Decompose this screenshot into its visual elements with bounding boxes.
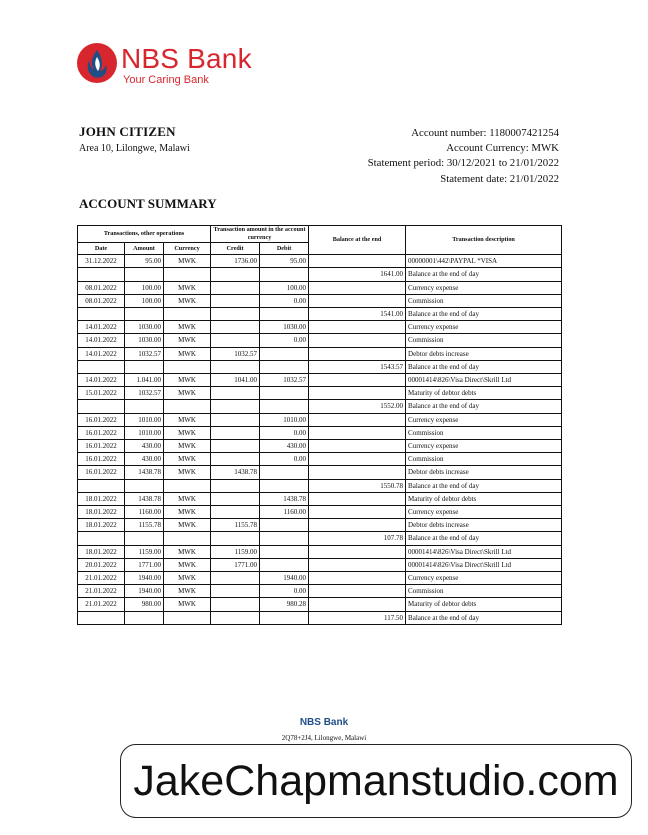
cell-debit — [260, 519, 309, 532]
cell-description: Currency expense — [406, 413, 562, 426]
cell-amount — [125, 360, 164, 373]
cell-amount: 1010.00 — [125, 426, 164, 439]
cell-date — [78, 308, 125, 321]
cell-description: Maturity of debtor debts — [406, 492, 562, 505]
cell-debit: 0.00 — [260, 453, 309, 466]
transactions-body — [78, 255, 562, 625]
account-currency: Account Currency: MWK — [446, 142, 559, 155]
cell-amount — [125, 532, 164, 545]
table-row — [78, 400, 562, 413]
cell-description: Currency expense — [406, 506, 562, 519]
cell-date: 16.01.2022 — [78, 440, 125, 453]
cell-date: 16.01.2022 — [78, 413, 125, 426]
table-row — [78, 268, 562, 281]
cell-balance: 1541.00 — [309, 308, 406, 321]
cell-debit: 1438.78 — [260, 492, 309, 505]
cell-debit — [260, 360, 309, 373]
bank-name: NBS Bank — [121, 43, 252, 74]
cell-date: 15.01.2022 — [78, 387, 125, 400]
table-row — [78, 519, 562, 532]
cell-amount: 1030.00 — [125, 321, 164, 334]
cell-amount: 1030.00 — [125, 334, 164, 347]
cell-debit — [260, 558, 309, 571]
cell-amount: 100.00 — [125, 281, 164, 294]
cell-description: Balance at the end of day — [406, 611, 562, 624]
cell-balance — [309, 572, 406, 585]
table-row — [78, 360, 562, 373]
cell-date: 14.01.2022 — [78, 321, 125, 334]
cell-debit: 0.00 — [260, 334, 309, 347]
cell-balance: 1552.00 — [309, 400, 406, 413]
cell-currency: MWK — [164, 426, 211, 439]
table-row — [78, 255, 562, 268]
cell-balance — [309, 519, 406, 532]
cell-description: Currency expense — [406, 321, 562, 334]
cell-amount: 1160.00 — [125, 506, 164, 519]
cell-credit — [211, 400, 260, 413]
cell-currency: MWK — [164, 440, 211, 453]
cell-date: 18.01.2022 — [78, 545, 125, 558]
cell-balance — [309, 413, 406, 426]
cell-date — [78, 360, 125, 373]
cell-debit — [260, 387, 309, 400]
cell-amount — [125, 268, 164, 281]
header-group-amount: Transaction amount in the account currency — [211, 226, 309, 243]
cell-amount: 1155.78 — [125, 519, 164, 532]
table-row — [78, 374, 562, 387]
cell-date: 16.01.2022 — [78, 453, 125, 466]
cell-currency: MWK — [164, 281, 211, 294]
cell-date: 20.01.2022 — [78, 558, 125, 571]
table-row — [78, 294, 562, 307]
cell-balance — [309, 374, 406, 387]
cell-currency: MWK — [164, 585, 211, 598]
cell-date — [78, 532, 125, 545]
cell-amount: 1771.00 — [125, 558, 164, 571]
cell-credit — [211, 360, 260, 373]
cell-debit — [260, 466, 309, 479]
cell-amount: 1159.00 — [125, 545, 164, 558]
cell-description: Commission — [406, 453, 562, 466]
cell-credit — [211, 598, 260, 611]
table-row — [78, 532, 562, 545]
cell-credit: 1159.00 — [211, 545, 260, 558]
cell-date: 18.01.2022 — [78, 506, 125, 519]
cell-balance — [309, 545, 406, 558]
cell-date — [78, 268, 125, 281]
cell-amount: 1032.57 — [125, 347, 164, 360]
cell-amount: 980.00 — [125, 598, 164, 611]
cell-description: Balance at the end of day — [406, 400, 562, 413]
header-debit: Debit — [260, 243, 309, 255]
cell-description: Debtor debts increase — [406, 347, 562, 360]
table-row — [78, 466, 562, 479]
cell-description: Balance at the end of day — [406, 360, 562, 373]
cell-description: Commission — [406, 334, 562, 347]
cell-description: 00001414\826\Visa Direct\Skrill Ltd — [406, 545, 562, 558]
cell-amount: 1438.78 — [125, 492, 164, 505]
account-holder — [79, 124, 190, 154]
cell-balance: 1550.78 — [309, 479, 406, 492]
cell-debit: 1160.00 — [260, 506, 309, 519]
table-row — [78, 479, 562, 492]
cell-currency — [164, 400, 211, 413]
table-row — [78, 572, 562, 585]
footer-bank-name: NBS Bank — [299, 717, 349, 728]
cell-credit — [211, 440, 260, 453]
table-row — [78, 506, 562, 519]
cell-balance — [309, 426, 406, 439]
cell-amount: 1032.57 — [125, 387, 164, 400]
cell-balance — [309, 294, 406, 307]
cell-currency — [164, 611, 211, 624]
cell-description: Currency expense — [406, 572, 562, 585]
cell-date: 18.01.2022 — [78, 519, 125, 532]
cell-credit — [211, 453, 260, 466]
cell-debit: 1010.00 — [260, 413, 309, 426]
cell-currency: MWK — [164, 321, 211, 334]
watermark-banner — [120, 744, 632, 818]
cell-balance — [309, 558, 406, 571]
header-currency: Currency — [164, 243, 211, 255]
cell-date — [78, 479, 125, 492]
cell-date: 14.01.2022 — [78, 347, 125, 360]
cell-debit: 1940.00 — [260, 572, 309, 585]
cell-description: Currency expense — [406, 440, 562, 453]
cell-credit — [211, 426, 260, 439]
summary-title: ACCOUNT SUMMARY — [79, 196, 217, 211]
header-group-operations: Transactions, other operations — [78, 226, 211, 243]
table-row — [78, 334, 562, 347]
cell-currency: MWK — [164, 572, 211, 585]
cell-description: 00001414\826\Visa Direct\Skrill Ltd — [406, 558, 562, 571]
table-row — [78, 347, 562, 360]
cell-debit: 0.00 — [260, 426, 309, 439]
cell-credit — [211, 281, 260, 294]
table-row — [78, 598, 562, 611]
cell-credit — [211, 308, 260, 321]
cell-credit: 1155.78 — [211, 519, 260, 532]
cell-currency: MWK — [164, 387, 211, 400]
cell-balance — [309, 453, 406, 466]
cell-debit: 1032.57 — [260, 374, 309, 387]
cell-amount: 430.00 — [125, 453, 164, 466]
flame-logo-icon — [76, 42, 118, 84]
cell-description: Commission — [406, 426, 562, 439]
cell-date — [78, 400, 125, 413]
cell-balance — [309, 281, 406, 294]
cell-description: Balance at the end of day — [406, 479, 562, 492]
cell-balance: 107.78 — [309, 532, 406, 545]
table-row — [78, 453, 562, 466]
table-row — [78, 545, 562, 558]
cell-currency — [164, 479, 211, 492]
cell-description: Debtor debts increase — [406, 519, 562, 532]
cell-credit — [211, 321, 260, 334]
cell-credit — [211, 585, 260, 598]
cell-credit — [211, 532, 260, 545]
cell-date: 14.01.2022 — [78, 334, 125, 347]
table-row — [78, 321, 562, 334]
cell-date: 21.01.2022 — [78, 572, 125, 585]
cell-currency: MWK — [164, 347, 211, 360]
cell-description: Debtor debts increase — [406, 466, 562, 479]
cell-amount — [125, 611, 164, 624]
cell-date: 18.01.2022 — [78, 492, 125, 505]
cell-credit: 1032.57 — [211, 347, 260, 360]
cell-date — [78, 611, 125, 624]
cell-amount: 100.00 — [125, 294, 164, 307]
cell-balance — [309, 255, 406, 268]
cell-amount: 1438.78 — [125, 466, 164, 479]
cell-amount — [125, 400, 164, 413]
cell-date: 21.01.2022 — [78, 598, 125, 611]
cell-credit: 1041.00 — [211, 374, 260, 387]
cell-currency: MWK — [164, 545, 211, 558]
cell-credit — [211, 572, 260, 585]
cell-amount: 1940.00 — [125, 585, 164, 598]
cell-debit: 430.00 — [260, 440, 309, 453]
cell-debit: 0.00 — [260, 585, 309, 598]
cell-currency — [164, 268, 211, 281]
cell-balance: 117.50 — [309, 611, 406, 624]
cell-credit — [211, 492, 260, 505]
cell-date: 08.01.2022 — [78, 294, 125, 307]
cell-description: Balance at the end of day — [406, 268, 562, 281]
cell-currency: MWK — [164, 558, 211, 571]
cell-currency: MWK — [164, 519, 211, 532]
cell-balance — [309, 387, 406, 400]
cell-credit — [211, 506, 260, 519]
table-row — [78, 440, 562, 453]
cell-balance — [309, 466, 406, 479]
table-row — [78, 492, 562, 505]
cell-balance — [309, 440, 406, 453]
cell-amount: 1.041.00 — [125, 374, 164, 387]
cell-description: Currency expense — [406, 281, 562, 294]
table-row — [78, 413, 562, 426]
cell-balance — [309, 506, 406, 519]
cell-description: 00000001\442\PAYPAL *VISA — [406, 255, 562, 268]
cell-balance — [309, 347, 406, 360]
cell-credit — [211, 268, 260, 281]
cell-credit — [211, 334, 260, 347]
cell-debit: 95.00 — [260, 255, 309, 268]
table-row — [78, 281, 562, 294]
transactions-table — [77, 225, 562, 625]
cell-currency: MWK — [164, 413, 211, 426]
cell-debit — [260, 545, 309, 558]
cell-amount: 1010.00 — [125, 413, 164, 426]
header-amount: Amount — [125, 243, 164, 255]
statement-date: Statement date: 21/01/2022 — [440, 172, 559, 185]
cell-credit — [211, 611, 260, 624]
cell-credit — [211, 413, 260, 426]
cell-debit — [260, 308, 309, 321]
cell-amount — [125, 308, 164, 321]
cell-balance — [309, 334, 406, 347]
cell-description: Balance at the end of day — [406, 532, 562, 545]
cell-date: 31.12.2022 — [78, 255, 125, 268]
cell-debit — [260, 611, 309, 624]
cell-description: Maturity of debtor debts — [406, 387, 562, 400]
cell-currency: MWK — [164, 492, 211, 505]
statement-period: Statement period: 30/12/2021 to 21/01/2022 — [367, 157, 559, 170]
cell-balance — [309, 598, 406, 611]
cell-balance — [309, 321, 406, 334]
cell-date: 21.01.2022 — [78, 585, 125, 598]
cell-credit: 1771.00 — [211, 558, 260, 571]
cell-debit — [260, 479, 309, 492]
bank-tagline: Your Caring Bank — [123, 74, 209, 86]
cell-debit — [260, 268, 309, 281]
cell-debit: 0.00 — [260, 294, 309, 307]
cell-credit: 1438.78 — [211, 466, 260, 479]
cell-date: 14.01.2022 — [78, 374, 125, 387]
cell-date: 16.01.2022 — [78, 466, 125, 479]
cell-currency: MWK — [164, 466, 211, 479]
cell-currency: MWK — [164, 294, 211, 307]
cell-date: 16.01.2022 — [78, 426, 125, 439]
cell-credit — [211, 479, 260, 492]
header-description: Transaction description — [406, 226, 562, 255]
cell-debit: 1030.00 — [260, 321, 309, 334]
watermark-text: JakeChapmanstudio.com — [133, 756, 619, 805]
cell-credit: 1736.00 — [211, 255, 260, 268]
cell-debit — [260, 347, 309, 360]
cell-debit — [260, 532, 309, 545]
cell-currency — [164, 532, 211, 545]
footer-address: 2Q78+2J4, Lilongwe, Malawi — [281, 734, 367, 742]
cell-currency — [164, 360, 211, 373]
cell-balance: 1543.57 — [309, 360, 406, 373]
cell-amount: 95.00 — [125, 255, 164, 268]
table-row — [78, 308, 562, 321]
holder-name: JOHN CITIZEN — [79, 124, 176, 139]
cell-amount — [125, 479, 164, 492]
cell-balance: 1641.00 — [309, 268, 406, 281]
cell-description: 00001414\826\Visa Direct\Skrill Ltd — [406, 374, 562, 387]
cell-date: 08.01.2022 — [78, 281, 125, 294]
cell-currency: MWK — [164, 453, 211, 466]
cell-currency: MWK — [164, 334, 211, 347]
table-row — [78, 426, 562, 439]
cell-description: Commission — [406, 585, 562, 598]
cell-credit — [211, 387, 260, 400]
table-row — [78, 558, 562, 571]
table-row — [78, 387, 562, 400]
table-row — [78, 585, 562, 598]
header-balance: Balance at the end — [309, 226, 406, 255]
cell-currency: MWK — [164, 255, 211, 268]
holder-address: Area 10, Lilongwe, Malawi — [79, 143, 190, 154]
cell-balance — [309, 492, 406, 505]
cell-debit: 980.28 — [260, 598, 309, 611]
cell-currency — [164, 308, 211, 321]
header-credit: Credit — [211, 243, 260, 255]
cell-amount: 1940.00 — [125, 572, 164, 585]
cell-amount: 430.00 — [125, 440, 164, 453]
cell-description: Commission — [406, 294, 562, 307]
cell-currency: MWK — [164, 374, 211, 387]
cell-description: Balance at the end of day — [406, 308, 562, 321]
cell-credit — [211, 294, 260, 307]
header-date: Date — [78, 243, 125, 255]
account-number: Account number: 1180007421254 — [411, 127, 559, 139]
account-details — [368, 126, 559, 187]
cell-balance — [309, 585, 406, 598]
cell-debit: 100.00 — [260, 281, 309, 294]
table-row — [78, 611, 562, 624]
cell-description: Maturity of debtor debts — [406, 598, 562, 611]
cell-currency: MWK — [164, 598, 211, 611]
cell-debit — [260, 400, 309, 413]
cell-currency: MWK — [164, 506, 211, 519]
